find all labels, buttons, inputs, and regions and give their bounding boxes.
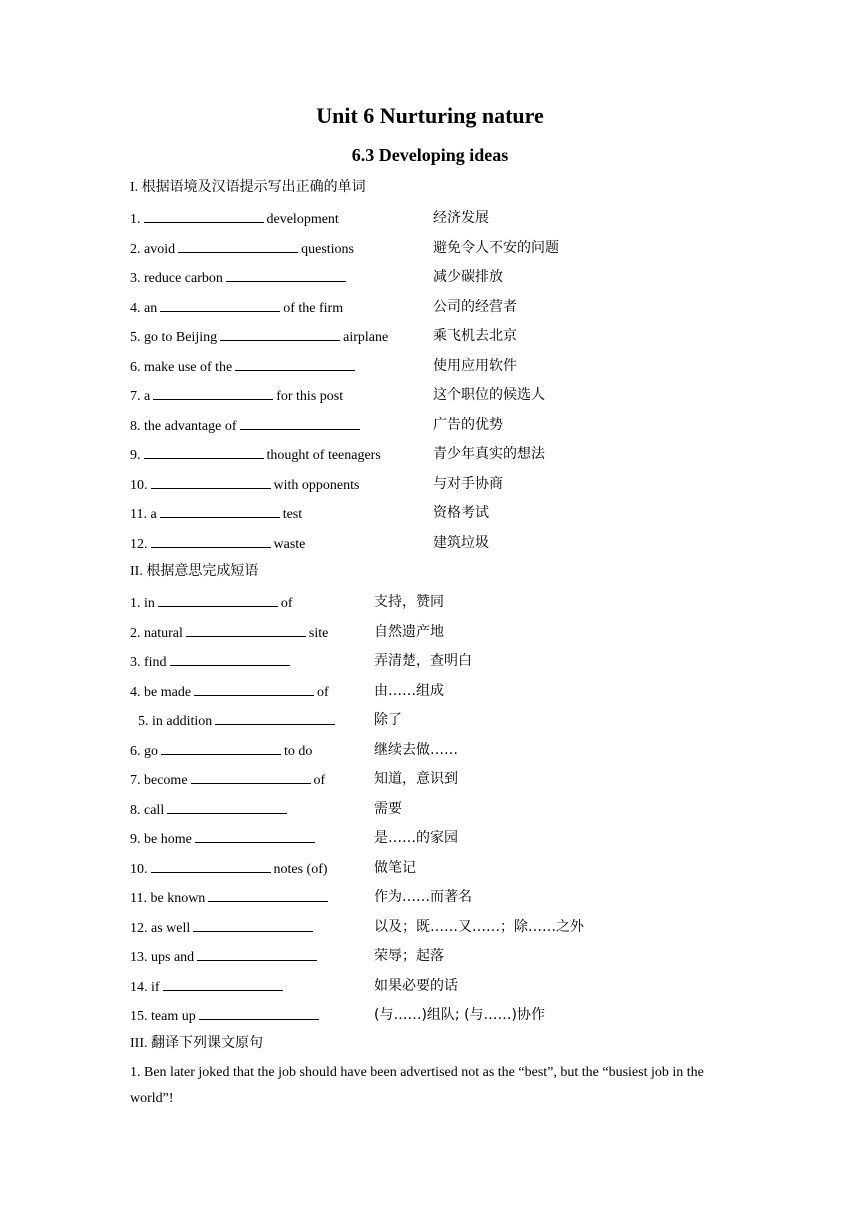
chinese-hint: 公司的经营者 [433, 298, 517, 315]
item-prefix: 6. make use of the [130, 359, 233, 375]
item-prefix: 5. go to Beijing [130, 330, 218, 345]
chinese-hint: 知道，意识到 [374, 771, 458, 787]
item-suffix: development [266, 212, 339, 227]
item-prefix: 12. [130, 536, 148, 552]
item-prefix: 12. as well [130, 920, 191, 936]
page-title: Unit 6 Nurturing nature [316, 103, 544, 128]
exercise-item [130, 209, 339, 229]
answer-blank[interactable] [208, 888, 328, 902]
answer-blank[interactable] [144, 445, 264, 459]
item-prefix: 7. a [130, 389, 151, 404]
answer-blank[interactable] [160, 298, 280, 312]
item-suffix: airplane [343, 330, 389, 345]
exercise-item [130, 357, 358, 377]
item-suffix: of [280, 596, 293, 611]
chinese-hint: 荣辱；起落 [374, 948, 444, 964]
item-prefix: 11. be known [130, 891, 206, 906]
item-prefix: 9. be home [130, 832, 192, 847]
chinese-hint: 减少碳排放 [433, 269, 503, 285]
exercise-item [130, 504, 302, 524]
answer-blank[interactable] [163, 977, 283, 991]
item-prefix: 13. ups and [130, 950, 195, 965]
section-3-heading: III. 翻译下列课文原句 [130, 1036, 263, 1051]
exercise-item [130, 593, 293, 613]
chinese-hint: 使用应用软件 [433, 357, 517, 374]
exercise-item [130, 623, 328, 643]
chinese-hint: 需要 [374, 800, 402, 817]
answer-blank[interactable] [158, 593, 278, 607]
answer-blank[interactable] [151, 859, 271, 873]
exercise-item [130, 298, 343, 318]
item-suffix: notes (of) [273, 861, 328, 877]
exercise-item [130, 327, 388, 347]
answer-blank[interactable] [193, 918, 313, 932]
answer-blank[interactable] [240, 416, 360, 430]
item-suffix: of the firm [283, 300, 344, 316]
answer-blank[interactable] [235, 357, 355, 371]
item-suffix: questions [301, 241, 354, 257]
chinese-hint: 作为……而著名 [374, 889, 472, 905]
item-prefix: 9. [130, 448, 141, 463]
item-suffix: of [317, 684, 329, 700]
exercise-item [130, 386, 343, 406]
chinese-hint: 支持，赞同 [374, 594, 444, 610]
section-1-heading: I. 根据语境及汉语提示写出正确的单词 [130, 180, 366, 195]
item-prefix: 7. become [130, 773, 188, 788]
chinese-hint: 如果必要的话 [374, 977, 458, 994]
chinese-hint: 青少年真实的想法 [433, 446, 545, 462]
item-prefix: 4. be made [130, 684, 192, 700]
exercise-item [130, 859, 328, 879]
exercise-item [130, 800, 290, 820]
item-prefix: 15. team up [130, 1009, 196, 1024]
item-prefix: 2. avoid [130, 241, 176, 257]
item-prefix: 2. natural [130, 625, 183, 641]
exercise-item [130, 475, 359, 495]
chinese-hint: 这个职位的候选人 [433, 387, 545, 403]
chinese-hint: 继续去做…… [374, 741, 458, 758]
answer-blank[interactable] [144, 209, 264, 223]
item-prefix: 1. in [130, 596, 155, 611]
answer-blank[interactable] [199, 1006, 319, 1020]
answer-blank[interactable] [226, 268, 346, 282]
item-prefix: 3. find [130, 655, 167, 670]
translation-sentence-1: 1. Ben later joked that the job should have been advertised not as the “best”, but the “busiest job in the world”! [130, 1065, 704, 1106]
answer-blank[interactable] [160, 504, 280, 518]
item-suffix: with opponents [273, 477, 360, 493]
exercise-item [130, 445, 381, 465]
exercise-item [130, 741, 312, 761]
chinese-hint: 经济发展 [433, 210, 489, 226]
chinese-hint: 建筑垃圾 [433, 534, 489, 551]
exercise-item [130, 977, 286, 997]
exercise-item [130, 416, 363, 436]
item-suffix: of [313, 773, 326, 788]
chinese-hint: 是……的家园 [374, 830, 458, 846]
answer-blank[interactable] [220, 327, 340, 341]
item-prefix: 5. in addition [138, 714, 213, 729]
item-suffix: test [282, 507, 303, 522]
answer-blank[interactable] [170, 652, 290, 666]
chinese-hint: 避免令人不安的问题 [433, 239, 559, 256]
answer-blank[interactable] [195, 829, 315, 843]
answer-blank[interactable] [215, 711, 335, 725]
chinese-hint: 做笔记 [374, 859, 416, 876]
page-subtitle: 6.3 Developing ideas [351, 145, 509, 165]
item-suffix: for this post [276, 389, 344, 404]
item-suffix: waste [273, 536, 306, 552]
exercise-item [138, 711, 338, 731]
item-suffix: to do [284, 743, 313, 759]
item-suffix: thought of teenagers [266, 448, 381, 463]
item-prefix: 10. [130, 477, 148, 493]
chinese-hint: 弄清楚，查明白 [374, 653, 472, 669]
answer-blank[interactable] [161, 741, 281, 755]
chinese-hint: 以及；既……又……；除……之外 [374, 918, 584, 935]
answer-blank[interactable] [197, 947, 317, 961]
item-prefix: 10. [130, 861, 148, 877]
answer-blank[interactable] [151, 475, 271, 489]
answer-blank[interactable] [186, 623, 306, 637]
exercise-item [130, 239, 354, 259]
chinese-hint: (与……)组队; (与……)协作 [374, 1007, 546, 1023]
exercise-item [130, 1006, 322, 1026]
item-prefix: 6. go [130, 743, 158, 759]
answer-blank[interactable] [178, 239, 298, 253]
chinese-hint: 广告的优势 [433, 416, 503, 433]
answer-blank[interactable] [153, 386, 273, 400]
exercise-item [130, 918, 316, 938]
section-2-heading: II. 根据意思完成短语 [130, 564, 259, 579]
answer-blank[interactable] [167, 800, 287, 814]
item-prefix: 1. [130, 212, 141, 227]
chinese-hint: 乘飞机去北京 [433, 328, 517, 344]
item-prefix: 3. reduce carbon [130, 271, 223, 286]
exercise-item [130, 829, 318, 849]
answer-blank[interactable] [151, 534, 271, 548]
chinese-hint: 除了 [374, 712, 402, 728]
item-prefix: 8. the advantage of [130, 418, 237, 434]
chinese-hint: 由……组成 [374, 682, 444, 699]
chinese-hint: 资格考试 [433, 505, 489, 521]
item-prefix: 4. an [130, 300, 158, 316]
chinese-hint: 自然遗产地 [374, 623, 444, 640]
item-prefix: 8. call [130, 802, 165, 818]
item-prefix: 11. a [130, 507, 157, 522]
exercise-item [130, 947, 320, 967]
answer-blank[interactable] [191, 770, 311, 784]
exercise-item [130, 534, 305, 554]
item-suffix: site [308, 625, 329, 641]
exercise-item [130, 770, 325, 790]
chinese-hint: 与对手协商 [433, 475, 503, 492]
exercise-item [130, 652, 293, 672]
answer-blank[interactable] [194, 682, 314, 696]
item-prefix: 14. if [130, 979, 160, 995]
exercise-item [130, 268, 349, 288]
exercise-item [130, 888, 331, 908]
exercise-item [130, 682, 329, 702]
